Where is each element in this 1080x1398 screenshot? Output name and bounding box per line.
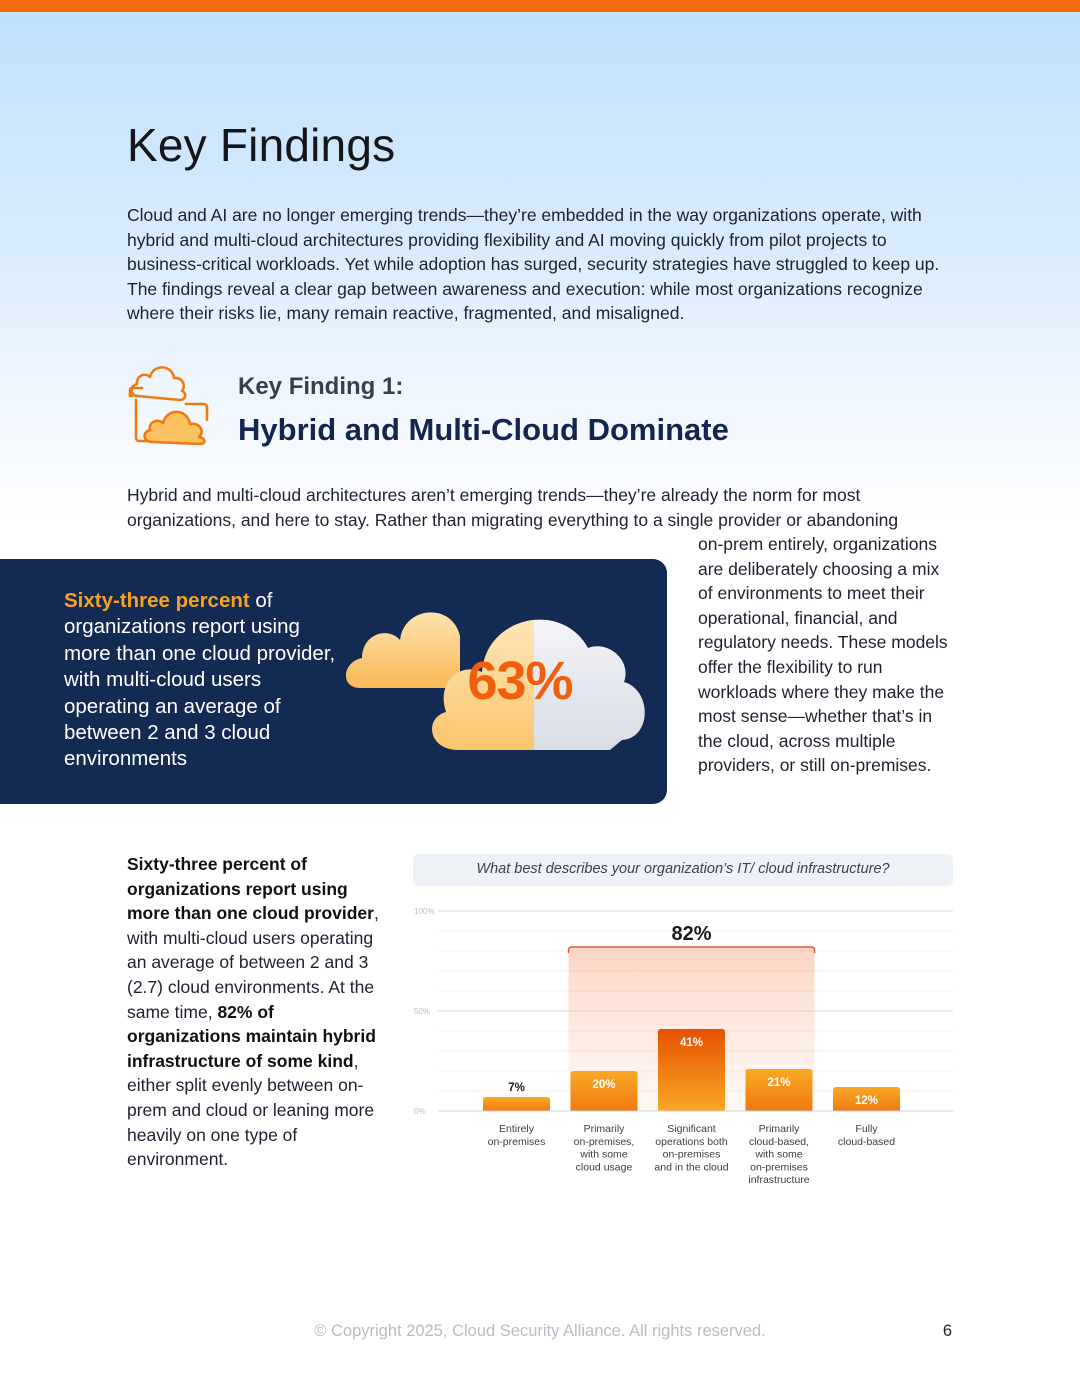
bar-value-label: 41% xyxy=(679,1037,704,1049)
x-tick-label: on-premises xyxy=(750,1161,808,1174)
callout-highlight: Sixty-three percent xyxy=(64,589,250,612)
bar-value-label: 21% xyxy=(767,1077,791,1089)
bar xyxy=(483,1097,550,1111)
top-accent-bar xyxy=(0,0,1080,12)
bar-value-label: 12% xyxy=(854,1095,879,1107)
bar xyxy=(746,1069,813,1111)
x-tick-label: Significant xyxy=(667,1123,716,1135)
callout-text xyxy=(64,588,339,773)
summary-paragraph xyxy=(127,852,392,1172)
x-tick-label: infrastructure xyxy=(748,1174,810,1187)
y-tick-label: 100% xyxy=(414,907,435,916)
big-stat-value: 63% xyxy=(467,651,573,711)
bracket-label: 82% xyxy=(671,923,712,945)
x-tick-label: on-premises xyxy=(487,1135,546,1148)
finding-body-top: Hybrid and multi-cloud architectures aren’t emerging trends—they’re already the norm for most organizations, and here to stay. Rather than migrating everything to a single provider or abandoning xyxy=(127,485,899,530)
x-tick-label: on-premises, xyxy=(573,1135,635,1148)
chart-question-box xyxy=(413,854,953,886)
chart-title: What best describes your organization’s IT/ cloud infrastructure? xyxy=(476,861,890,877)
x-tick-label: with some xyxy=(755,1148,803,1161)
summary-text-1: , with multi-cloud users operating an average of between 2 and 3 (2.7) cloud environments. At the same time, xyxy=(127,903,379,1022)
x-tick-label: operations both xyxy=(655,1135,728,1148)
summary-bold-1: Sixty-three percent of organizations report using more than one cloud provider xyxy=(127,854,374,924)
y-tick-label: 0% xyxy=(414,1107,426,1116)
page-number: 6 xyxy=(942,1322,952,1340)
x-tick-label: and in the cloud xyxy=(654,1161,729,1174)
x-tick-label: on-premises xyxy=(662,1148,721,1161)
x-tick-label: cloud usage xyxy=(575,1161,633,1174)
x-tick-label: Primarily xyxy=(583,1123,625,1135)
intro-paragraph: Cloud and AI are no longer emerging trends—they’re embedded in the way organizations operate, with hybrid and multi-cloud architectures providing flexibility and AI moving quickly from pilot projects to business-critical workloads. Yet while adoption has surged, security strategies have struggled to keep up. The findings reveal a clear gap between awareness and execution: while most organizations recognize where their risks lie, many remain reactive, fragmented, and misaligned. xyxy=(127,205,940,324)
callout-body: of organizations report using more than one cloud provider, with multi-cloud users operating an average of between 2 and 3 cloud environments xyxy=(64,589,336,771)
finding-label: Key Finding 1: xyxy=(238,373,404,400)
x-tick-label: with some xyxy=(580,1148,628,1161)
bar-value-label: 7% xyxy=(508,1082,525,1094)
page-title: Key Findings xyxy=(127,119,396,171)
copyright-footer: © Copyright 2025, Cloud Security Alliance. All rights reserved. xyxy=(314,1322,766,1340)
summary-bold-2: 82% of organizations maintain hybrid infrastructure of some kind xyxy=(127,1001,376,1071)
x-tick-label: Entirely xyxy=(498,1123,535,1135)
finding-heading: Hybrid and Multi-Cloud Dominate xyxy=(238,412,729,447)
x-tick-label: cloud-based, xyxy=(748,1135,810,1148)
finding-body-side: on-prem entirely, organizations are deliberately choosing a mix of environments to meet their operational, financial, and regulatory needs. These models offer the flexibility to run workloads where they make the most sense—whether that’s in the cloud, across multiple providers, or still on-premises. xyxy=(698,534,948,776)
summary-text-2: , either split evenly between on-prem and cloud or leaning more heavily on one type of environment. xyxy=(127,1050,375,1170)
x-tick-label: cloud-based xyxy=(837,1135,896,1148)
x-tick-label: Fully xyxy=(855,1123,878,1135)
y-tick-label: 50% xyxy=(414,1007,431,1016)
infrastructure-bar-chart xyxy=(410,900,955,1200)
bar xyxy=(571,1071,638,1111)
bar-value-label: 20% xyxy=(592,1079,616,1091)
x-tick-label: Primarily xyxy=(758,1123,800,1135)
multi-cloud-icon xyxy=(126,360,218,450)
